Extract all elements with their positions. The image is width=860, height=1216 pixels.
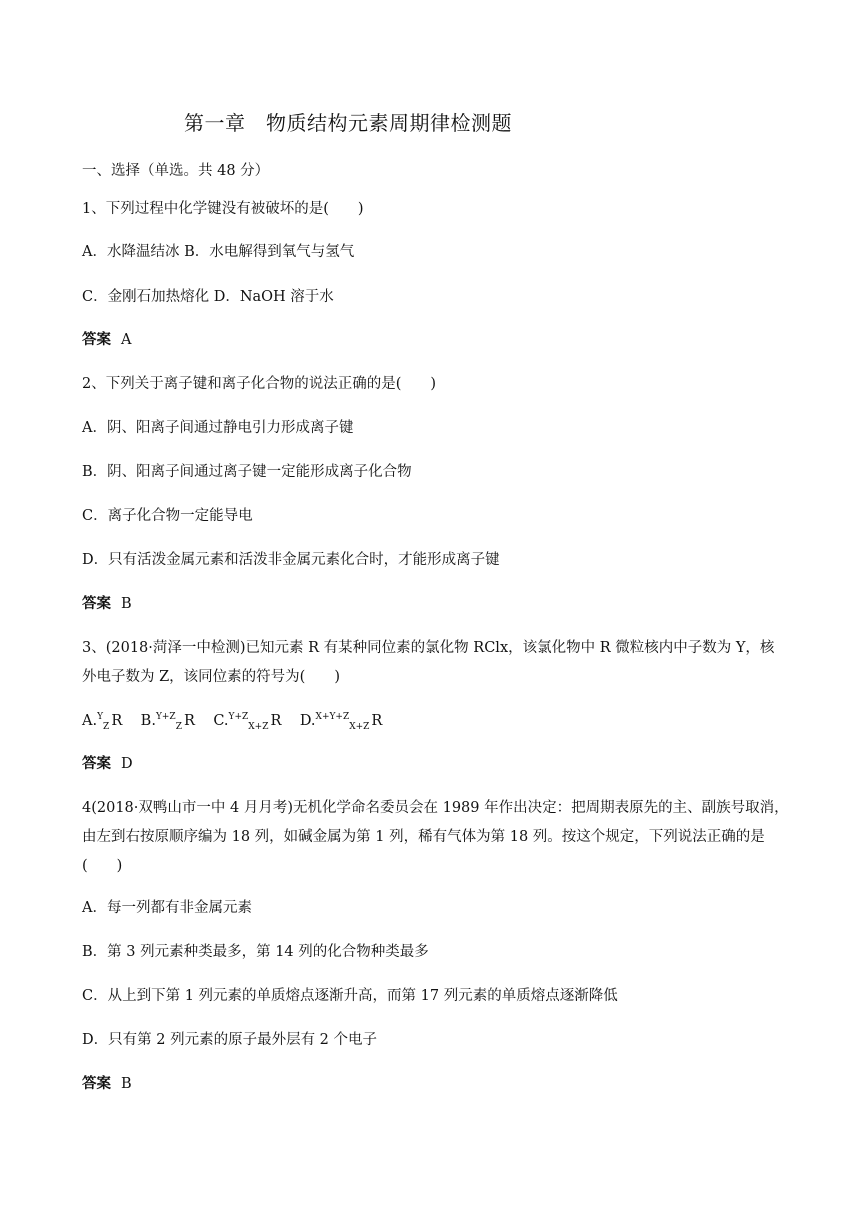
question-4-stem-line-1: 4(2018·双鸭山市一中 4 月月考)无机化学命名委员会在 1989 年作出决定：把周期表原先的主、副族号取消， bbox=[82, 800, 789, 816]
answer-value: B bbox=[121, 596, 132, 612]
question-3-stem-line-2: 外电子数为 Z，该同位素的符号为( ) bbox=[82, 669, 340, 685]
option-a: A.$^Y_Z$ R bbox=[82, 712, 123, 732]
isotope-notation: $^{X+Y+Z}_{X+Z}$ bbox=[315, 712, 370, 732]
answer-label: 答案 bbox=[82, 595, 111, 612]
answer-value: D bbox=[121, 756, 133, 772]
isotope-notation: $^{Y+Z}_Z$ bbox=[155, 712, 182, 732]
answer-value: A bbox=[121, 332, 132, 348]
question-1-answer bbox=[82, 330, 131, 350]
page-title: 第一章 物质结构元素周期律检测题 bbox=[184, 111, 512, 135]
question-3-options bbox=[82, 711, 382, 731]
isotope-notation: $^Y_Z$ bbox=[97, 712, 110, 732]
question-3-answer bbox=[82, 754, 133, 774]
question-2-option-c: C．离子化合物一定能导电 bbox=[82, 508, 253, 524]
section-heading: 一、选择（单选。共 48 分） bbox=[82, 163, 270, 179]
question-2-option-d: D．只有活泼金属元素和活泼非金属元素化合时，才能形成离子键 bbox=[82, 552, 500, 568]
isotope-notation: $^{Y+Z}_{X+Z}$ bbox=[228, 712, 269, 732]
option-c: C.$^{Y+Z}_{X+Z}$ R bbox=[213, 712, 282, 732]
question-2-stem: 2、下列关于离子键和离子化合物的说法正确的是( ) bbox=[82, 376, 437, 392]
answer-label: 答案 bbox=[82, 1075, 111, 1092]
answer-label: 答案 bbox=[82, 755, 111, 772]
answer-label: 答案 bbox=[82, 331, 111, 348]
question-4-stem-line-2: 由左到右按原顺序编为 18 列，如碱金属为第 1 列，稀有气体为第 18 列。按这个规定，下列说法正确的是 bbox=[82, 829, 765, 845]
option-d: D.$^{X+Y+Z}_{X+Z}$ R bbox=[299, 712, 383, 732]
question-4-option-a: A．每一列都有非金属元素 bbox=[82, 900, 252, 916]
question-4-answer bbox=[82, 1074, 132, 1094]
question-2-option-a: A．阴、阳离子间通过静电引力形成离子键 bbox=[82, 420, 354, 436]
option-b: B.$^{Y+Z}_Z$ R bbox=[140, 712, 195, 732]
question-1-option-cd: C．金刚石加热熔化 D．NaOH 溶于水 bbox=[82, 289, 334, 305]
question-2-option-b: B．阴、阳离子间通过离子键一定能形成离子化合物 bbox=[82, 464, 412, 480]
question-2-answer bbox=[82, 594, 132, 614]
question-3-stem-line-1: 3、(2018·菏泽一中检测)已知元素 R 有某种同位素的氯化物 RClx，该氯化物中 R 微粒核内中子数为 Y，核 bbox=[82, 640, 775, 656]
question-4-option-d: D．只有第 2 列元素的原子最外层有 2 个电子 bbox=[82, 1032, 378, 1048]
question-1-option-ab: A．水降温结冰 B．水电解得到氧气与氢气 bbox=[82, 244, 355, 260]
question-4-stem-line-3: ( ) bbox=[82, 858, 123, 874]
answer-value: B bbox=[121, 1076, 132, 1092]
question-1-stem: 1、下列过程中化学键没有被破坏的是( ) bbox=[82, 201, 364, 217]
question-4-option-b: B．第 3 列元素种类最多，第 14 列的化合物种类最多 bbox=[82, 944, 429, 960]
question-4-option-c: C．从上到下第 1 列元素的单质熔点逐渐升高，而第 17 列元素的单质熔点逐渐降低 bbox=[82, 988, 618, 1004]
